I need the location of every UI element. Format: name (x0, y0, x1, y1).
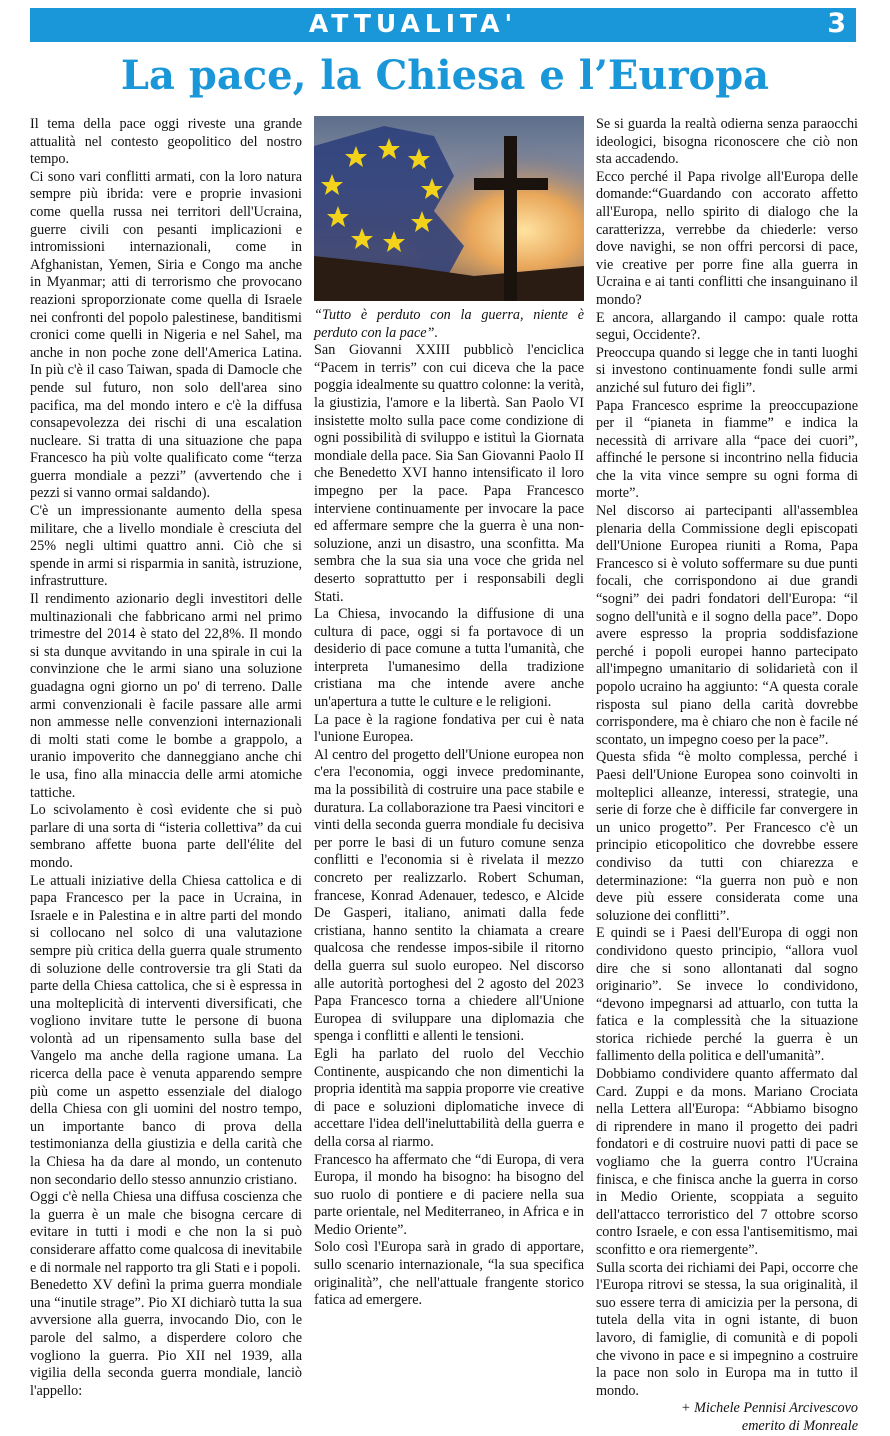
paragraph: C'è un impressionante aumento della spesa militare, che a livello mondiale è cresciuta del 25% negli ultimi quattro anni. Ciò che si spende in armi si risparmia in sanità, istruzione, infrastrutture. (30, 503, 302, 590)
photo-illustration (314, 116, 584, 301)
column-3 (596, 116, 858, 1436)
paragraph: Solo così l'Europa sarà in grado di apportare, sullo scenario internazionale, “la sua specifica originalità”, che nell'attuale frangente storico fatica ad emergere. (314, 1239, 584, 1309)
paragraph: Francesco ha affermato che “di Europa, di vera Europa, il mondo ha bisogno: ha bisogno del suo ruolo di pontiere e di paciere nella sua parte orientale, nel Mediterraneo, in Africa e in Medio Oriente”. (314, 1151, 584, 1238)
paragraph: La pace è la ragione fondativa per cui è nata l'unione Europea. (314, 711, 584, 746)
photo-caption: “Tutto è perduto con la guerra, niente è perduto con la pace”. (314, 307, 584, 341)
author-title: emerito di Monreale (741, 1417, 858, 1434)
paragraph: Nel discorso ai partecipanti all'assemblea plenaria della Commissione degli episcopati dell'Unione Europea riuniti a Roma, Papa Francesco si è voluto soffermare su due punti focali, che corrispondono ai due grandi “sogni” dei padri fondatori dell'Europa: “il sogno dell'unità e il sogno della pace”. Dopo avere espresso la propria soddisfazione perché i popoli europei hanno partecipato all'impegno umanitario di solidarietà con il popolo ucraino ha aggiunto: “A questa corale risposta sul piano della carità dovrebbe corrispondere, ma è chiaro che non è facile né scontato, un impegno coeso per la pace”. (596, 503, 858, 748)
paragraph: Sulla scorta dei richiami dei Papi, occorre che l'Europa ritrovi se stessa, la sua originalità, il suo essere terra di amicizia per la persona, di tutela della vita in ogni istante, di buon lavoro, di famiglie, di comunità e di popoli che vivono in pace e si impegnino a costruire la pace non solo in Europa ma in tutto il mondo. (596, 1259, 858, 1399)
page-number: 3 (827, 8, 846, 39)
author-signature: + Michele Pennisi Arcivescovo (681, 1400, 858, 1417)
paragraph: Preoccupa quando si legge che in tanti luoghi si investono continuamente fondi sulle armi anziché sul futuro dei figli”. (596, 344, 858, 396)
paragraph: Ci sono vari conflitti armati, con la loro natura sempre più ibrida: vere e proprie invasioni come quella russa nei territori dell'Ucraina, guerre civili con pesanti implicazioni e intromissioni internazionali, come in Afghanistan, Yemen, Siria e Congo ma anche in Myanmar; atti di terrorismo che provocano reazioni sproporzionate come quella di Israele nei confronti del popolo palestinese, banditismi cronici come quelli in Nigeria e nel Sahel, ma anche in non poche zone dell'America Latina. In più c'è il caso Taiwan, spada di Damocle che pende sul futuro, non solo dell'area sino pacifica, ma del mondo intero e c'è la diffusa consapevolezza dei rischi di una escalation nucleare. Si tratta di una situazione che papa Francesco ha più volte qualificato come “terza guerra mondiale a pezzi” (avvertendo che i pezzi si vanno ormai saldando). (30, 168, 302, 502)
cross-icon (504, 136, 517, 301)
paragraph: E quindi se i Paesi dell'Europa di oggi non condividono questo principio, “allora vuol dire che si sono allontanati dal sogno originario”. Se invece lo condividono, “devono impegnarsi ad attuarlo, con tutta la fatica e la complessità che la situazione storica richiede perché la guerra è un fallimento della politica e dell'umanità”. (596, 925, 858, 1065)
section-title: ATTUALITA' (308, 9, 518, 38)
paragraph: Il tema della pace oggi riveste una grande attualità nel contesto geopolitico del nostro tempo. (30, 116, 302, 168)
paragraph: Lo scivolamento è così evidente che si può parlare di una sorta di “isteria collettiva” da cui sembrano affette buona parte dell'élite del mondo. (30, 802, 302, 871)
paragraph: Questa sfida “è molto complessa, perché i Paesi dell'Unione Europea sono coinvolti in molteplici alleanze, interessi, strategie, una serie di forze che è difficile far convergere in un unico progetto”. Per Francesco c'è un principio eticopolitico che dovrebbe essere condiviso da tutti con chiarezza e determinazione: “la guerra non può e non deve più essere considerata come una soluzione dei conflitti”. (596, 749, 858, 924)
paragraph: Papa Francesco esprime la preoccupazione per il “pianeta in fiamme” e indica la necessità di arrivare alla “pace dei cuori”, affinché le persone si incontrino nella fiducia che la vita vince sempre su ogni forma di morte”. (596, 397, 858, 502)
paragraph: Ecco perché il Papa rivolge all'Europa delle domande:“Guardando con accorato affetto all'Europa, nello spirito di dialogo che la caratterizza, verrebbe da chiederle: verso dove navighi, se non offri percorsi di pace, vie creative per porre fine alla guerra in Ucraina e ai tanti conflitti che insanguinano il mondo? (596, 168, 858, 308)
paragraph: Se si guarda la realtà odierna senza paraocchi ideologici, bisogna riconoscere che ciò non sta accadendo. (596, 116, 858, 168)
paragraph: Egli ha parlato del ruolo del Vecchio Continente, auspicando che non dimentichi la propria identità ma sappia proporre vie creative di pace e soluzioni diplomatiche invece di accettare l'idea dell'ineluttabilità della guerra e della corsa al riarmo. (314, 1045, 584, 1150)
paragraph: Il rendimento azionario degli investitori delle multinazionali che fabbricano armi nel primo trimestre del 2014 è stato del 22,8%. Il mondo si sta dunque avvitando in una spirale in cui la convinzione che le armi siano una soluzione guadagna ogni giorno un po' di terreno. Dalle armi convenzionali è facile passare alle armi non ammesse nelle convenzioni internazionali di molti stati come le bombe a grappolo, a uranio impoverito che danneggiano anche chi le usa, fino alla minaccia delle armi atomiche tattiche. (30, 591, 302, 801)
paragraph: Benedetto XV definì la prima guerra mondiale una “inutile strage”. Pio XI dichiarò tutta la sua avversione alla guerra, invocando Dio, con le parole del salmo, a disperdere coloro che vogliono la guerra. Pio XII nel 1939, alla vigilia della seconda guerra mondiale, lanciò l'appello: (30, 1277, 302, 1399)
paragraph: E ancora, allargando il campo: quale rotta segui, Occidente?. (596, 309, 858, 344)
section-header-band (30, 8, 856, 42)
paragraph: Le attuali iniziative della Chiesa cattolica e di papa Francesco per la pace in Ucraina, in Israele e in Palestina e in altre parti del mondo si collocano nel solco di una valutazione sempre più critica della guerra quale strumento di soluzione delle controversie tra gli Stati da parte della Chiesa cattolica, che si è espressa in una molteplicità di interventi diversificati, che vogliono invitare tutte le persone di buona volontà ad un ripensamento sulla base del Vangelo ma anche della ragione umana. La ricerca della pace è venuta apparendo sempre più come un aspetto essenziale del dialogo della Chiesa con gli uomini del nostro tempo, un importante banco di prova della testimonianza della giustizia e della carità che la Chiesa ha da dare al mondo, un contenuto non secondario dello stesso annunzio cristiano. (30, 872, 302, 1188)
paragraph: San Giovanni XXIII pubblicò l'enciclica “Pacem in terris” con cui diceva che la pace poggia idealmente su quattro colonne: la verità, la giustizia, l'amore e la libertà. San Paolo VI insistette molto sulla pace come condizione di ogni possibilità di sviluppo e istituì la Giornata mondiale della pace. Sia San Giovanni Paolo II che Benedetto XVI hanno intensificato il loro impegno per la pace. Papa Francesco interviene continuamente per invocare la pace ed affermare sempre che la guerra è una non-soluzione, anzi un disastro, una sconfitta. Ma sembra che la sua sia una voce che grida nel deserto soprattutto per i responsabili degli Stati. (314, 342, 584, 605)
eu-flag-cross-photo (314, 116, 584, 301)
paragraph: La Chiesa, invocando la diffusione di una cultura di pace, oggi si fa portavoce di un desiderio di pace comune a tutta l'umanità, che interpreta l'umanesimo della tradizione cristiana ma che intende avere anche un'apertura a tutte le culture e le religioni. (314, 606, 584, 711)
paragraph: Al centro del progetto dell'Unione europea non c'era l'economia, oggi invece predominante, ma la possibilità di costruire una pace stabile e duratura. La collaborazione tra Paesi vincitori e vinti della seconda guerra mondiale fu decisiva per porre le basi di un futuro comune senza conflitti e l'economia si è rivelata il mezzo concreto per realizzarlo. Robert Schuman, francese, Konrad Adenauer, tedesco, e Alcide De Gasperi, italiano, animati dalla fede cristiana, hanno sentito la chiamata a creare qualcosa che rendesse impos-sibile il ritorno della guerra sul suolo europeo. Nel discorso alle autorità portoghesi del 2 agosto del 2023 Papa Francesco torna a chiedere all'Unione Europea di sviluppare una diplomazia che spenga i conflitti e allenti le tensioni. (314, 746, 584, 1045)
paragraph: Oggi c'è nella Chiesa una diffusa coscienza che la guerra è un male che bisogna cercare di evitare in tutti i modi e che non la si può considerare affatto come qualcosa di inevitabile e di normale nel rapporto tra gli Stati e i popoli. (30, 1189, 302, 1276)
column-1 (30, 116, 302, 1400)
paragraph: Dobbiamo condividere quanto affermato dal Card. Zuppi e da mons. Mariano Crociata nella Lettera all'Europa: “Abbiamo bisogno di riprendere in mano il progetto dei padri fondatori e di costruire nuovi patti di pace se vogliamo che la guerra contro l'Ucraina finisca, e che finisca anche la guerra in corso in Medio Oriente, scoppiata a seguito dell'attacco terroristico del 7 ottobre scorso contro Israele, e con essa l'antisemitismo, mai sconfitto e ora riemergente”. (596, 1066, 858, 1258)
article-headline: La pace, la Chiesa e l’Europa (120, 52, 770, 99)
column-2 (314, 116, 584, 1310)
